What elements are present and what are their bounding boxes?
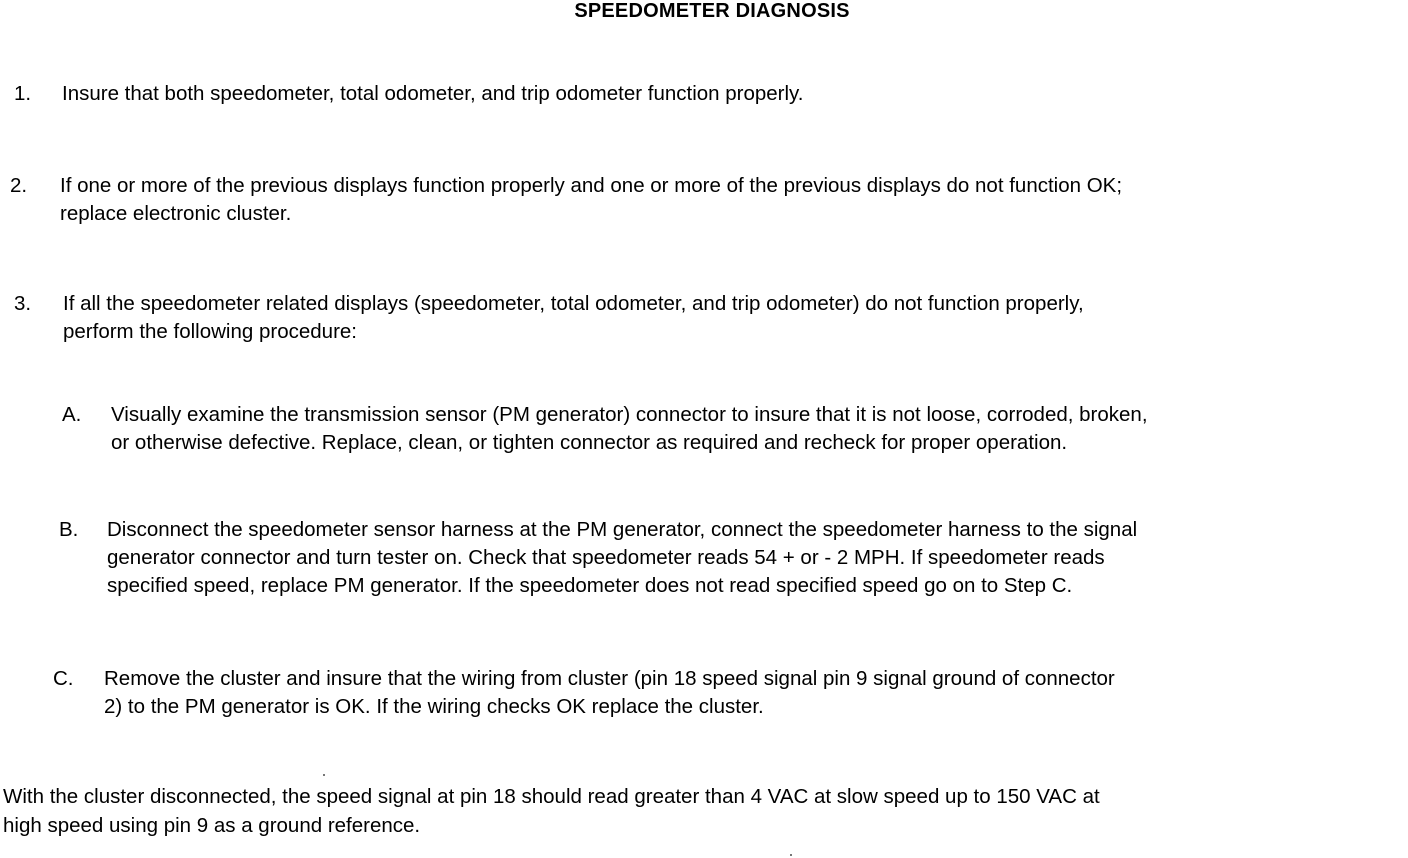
note-line: With the cluster disconnected, the speed signal at pin 18 should read greater than 4 VAC at slow speed up to 150 VAC at (3, 785, 1100, 808)
substep-text (111, 401, 1148, 457)
substep-line: 2) to the PM generator is OK. If the wiring checks OK replace the cluster. (104, 695, 764, 718)
substep-line: generator connector and turn tester on. Check that speedometer reads 54 + or - 2 MPH. If speedometer reads (107, 546, 1105, 569)
substep-line: specified speed, replace PM generator. If the speedometer does not read specified speed go on to Step C. (107, 574, 1073, 597)
substep-letter: A. (62, 403, 82, 426)
substep-line: Remove the cluster and insure that the wiring from cluster (pin 18 speed signal pin 9 signal ground of connector (104, 667, 1115, 690)
step-line: If one or more of the previous displays function properly and one or more of the previous displays do not function OK; (60, 174, 1123, 197)
step-text (63, 290, 1084, 346)
step-line: Insure that both speedometer, total odometer, and trip odometer function properly. (62, 82, 804, 105)
step-text (60, 172, 1122, 228)
substep-text (104, 665, 1115, 721)
step-number: 2. (10, 174, 28, 197)
page-title: SPEEDOMETER DIAGNOSIS (574, 0, 850, 22)
substep-line: Disconnect the speedometer sensor harness at the PM generator, connect the speedometer harness to the signal (107, 518, 1138, 541)
step-line: If all the speedometer related displays (speedometer, total odometer, and trip odometer) do not function properly, (63, 292, 1084, 315)
step-line: replace electronic cluster. (60, 202, 292, 225)
step-number: 3. (14, 292, 32, 315)
substep-line: or otherwise defective. Replace, clean, or tighten connector as required and recheck for proper operation. (111, 431, 1068, 454)
scan-speck (790, 854, 792, 856)
substep-line: Visually examine the transmission sensor (PM generator) connector to insure that it is not loose, corroded, broken, (111, 403, 1148, 426)
step-text (62, 80, 803, 108)
note-line: high speed using pin 9 as a ground reference. (3, 814, 421, 837)
substep-text (107, 516, 1137, 600)
substep-letter: C. (53, 667, 74, 690)
substep-letter: B. (59, 518, 79, 541)
scan-speck (323, 774, 325, 776)
closing-note (3, 782, 1100, 840)
step-number: 1. (14, 82, 32, 105)
step-line: perform the following procedure: (63, 320, 357, 343)
